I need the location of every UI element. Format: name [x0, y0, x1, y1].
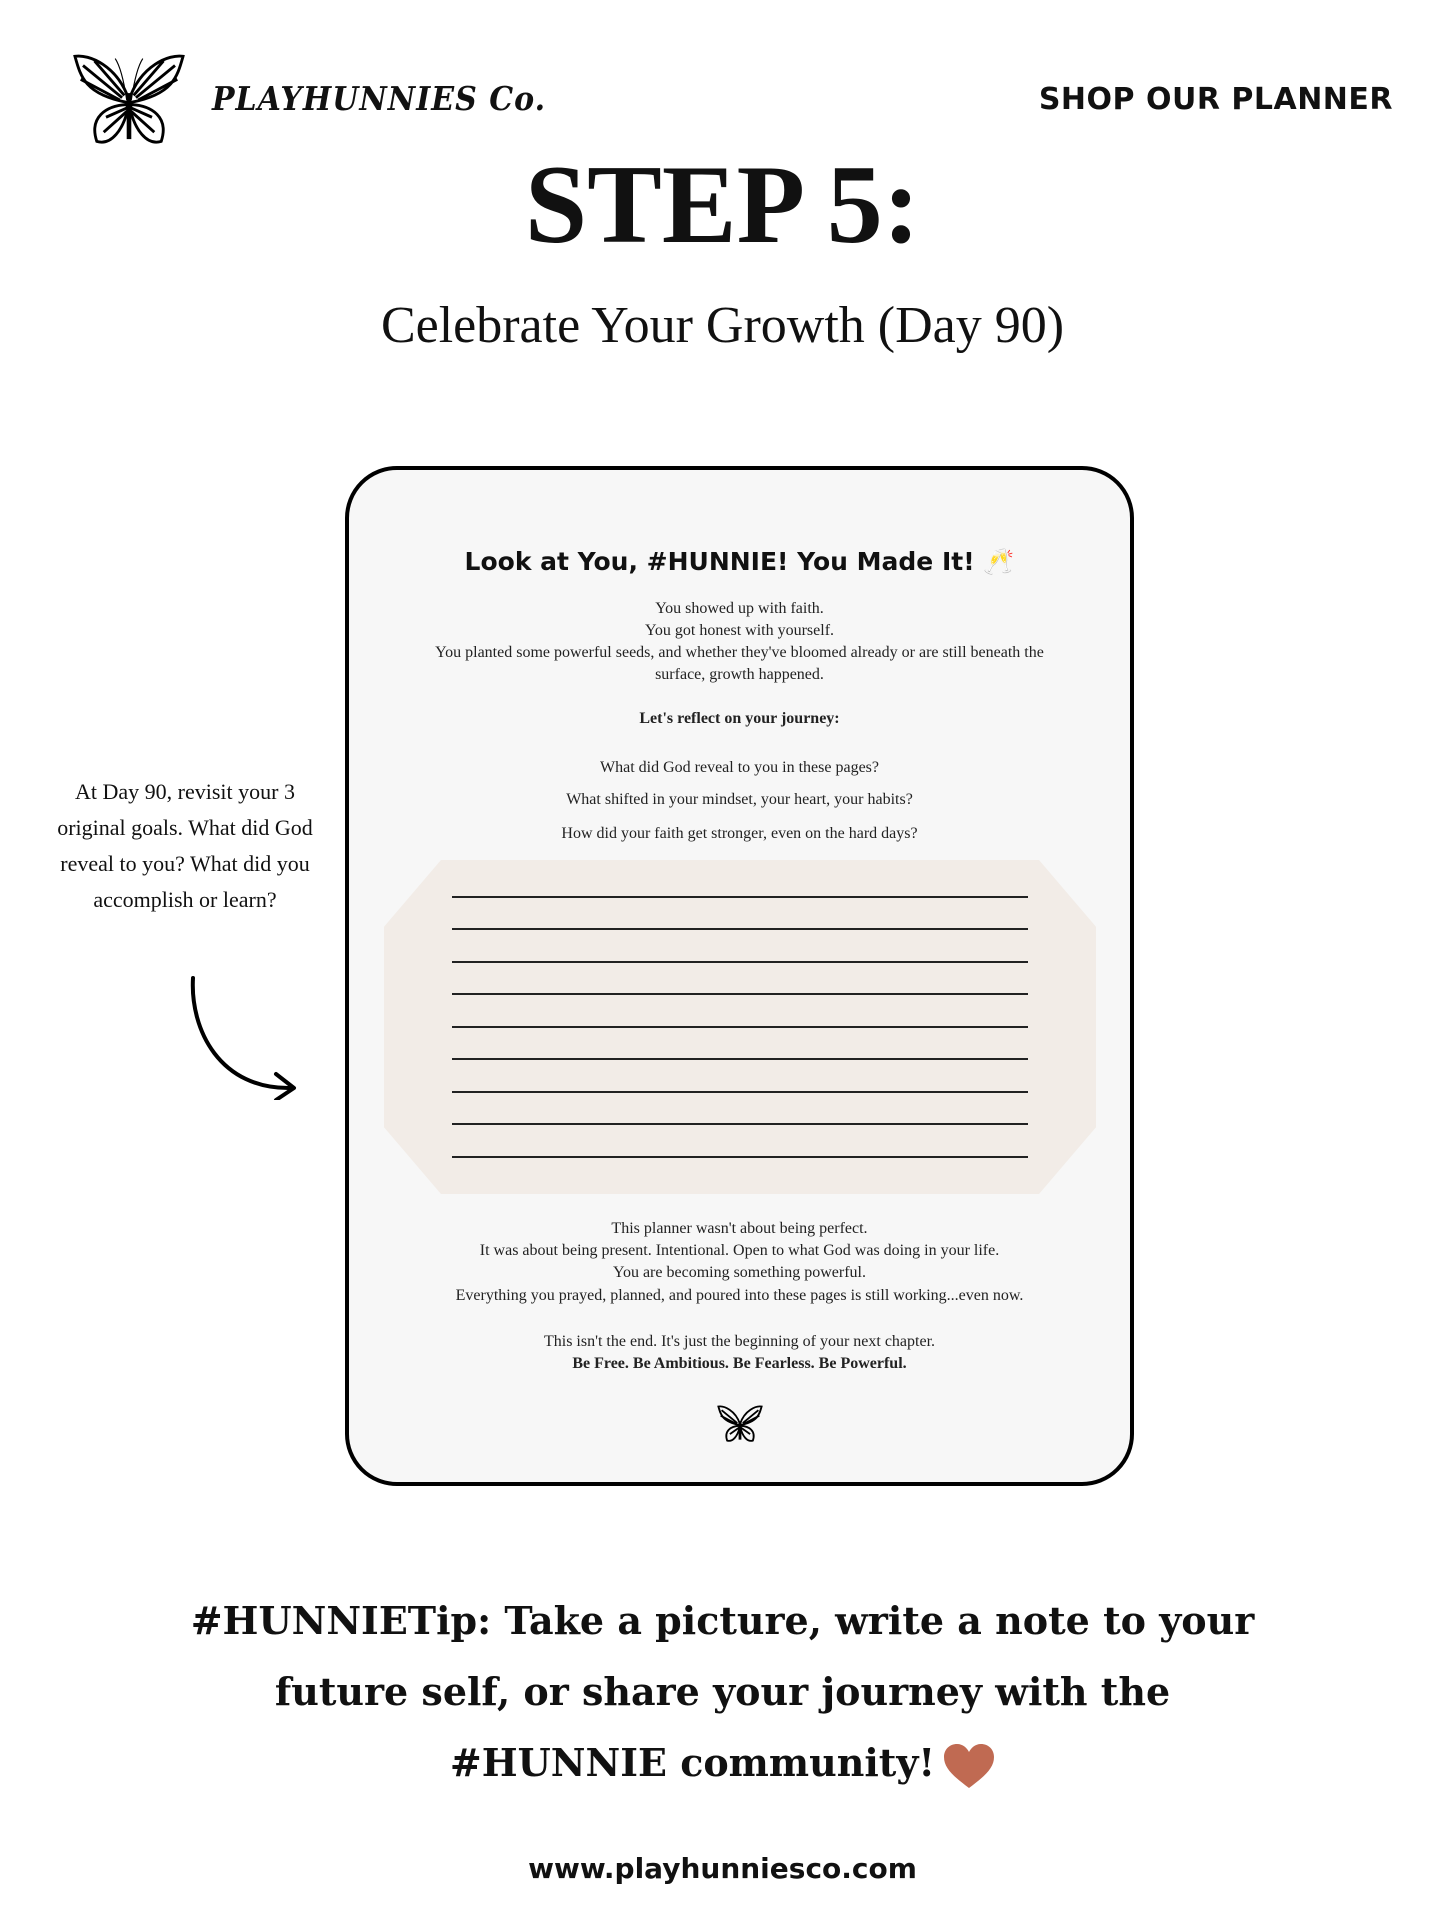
- writing-line: [452, 1091, 1028, 1093]
- planner-page-preview: [345, 466, 1134, 1486]
- website-link[interactable]: www.playhunniesco.com: [528, 1852, 917, 1885]
- closing-line: Everything you prayed, planned, and poured into these pages is still working...even now.: [455, 1287, 1024, 1304]
- reflect-heading: Let's reflect on your journey:: [639, 710, 840, 727]
- closing-line: You are becoming something powerful.: [613, 1264, 866, 1281]
- shop-our-planner-link[interactable]: SHOP OUR PLANNER: [1038, 82, 1393, 117]
- page-title: STEP 5:: [524, 143, 921, 267]
- intro-line: You showed up with faith.: [655, 600, 824, 617]
- intro-line: You planted some powerful seeds, and whether they've bloomed already or are still beneath the: [435, 644, 1044, 661]
- writing-line: [452, 896, 1028, 898]
- page-subtitle: Celebrate Your Growth (Day 90): [380, 297, 1065, 354]
- side-note: At Day 90, revisit your 3 original goals. What did God reveal to you? What did you accomplish or learn?: [57, 779, 313, 912]
- butterfly-icon: [717, 1404, 763, 1444]
- butterfly-logo-icon: [66, 54, 192, 146]
- writing-line: [452, 1123, 1028, 1125]
- final-line: This isn't the end. It's just the beginning of your next chapter.: [543, 1333, 936, 1350]
- intro-line: surface, growth happened.: [655, 666, 824, 683]
- closing-line: It was about being present. Intentional. Open to what God was doing in your life.: [479, 1242, 1000, 1259]
- tip-text: #HUNNIETip: Take a picture, write a note to your future self, or share your journey with the #HUNNIE community!: [190, 1598, 1255, 1785]
- writing-line: [452, 961, 1028, 963]
- question: What did God reveal to you in these pages?: [599, 759, 880, 776]
- closing-line: This planner wasn't about being perfect.: [611, 1220, 868, 1237]
- writing-line: [452, 1026, 1028, 1028]
- question: How did your faith get stronger, even on the hard days?: [561, 825, 918, 842]
- writing-line: [452, 1058, 1028, 1060]
- curved-arrow-icon: [180, 970, 310, 1100]
- intro-line: You got honest with yourself.: [644, 622, 835, 639]
- writing-line: [452, 993, 1028, 995]
- writing-line: [452, 1156, 1028, 1158]
- brand-name: PLAYHUNNIES Co.: [212, 80, 547, 119]
- writing-line: [452, 928, 1028, 930]
- card-title: Look at You, #HUNNIE! You Made It! 🥂: [464, 547, 1015, 576]
- writing-area[interactable]: [384, 860, 1096, 1194]
- heart-icon: [943, 1744, 995, 1790]
- hunnie-tip: [180, 1585, 1265, 1798]
- motto: Be Free. Be Ambitious. Be Fearless. Be Powerful.: [572, 1355, 907, 1372]
- question: What shifted in your mindset, your heart, your habits?: [566, 791, 913, 808]
